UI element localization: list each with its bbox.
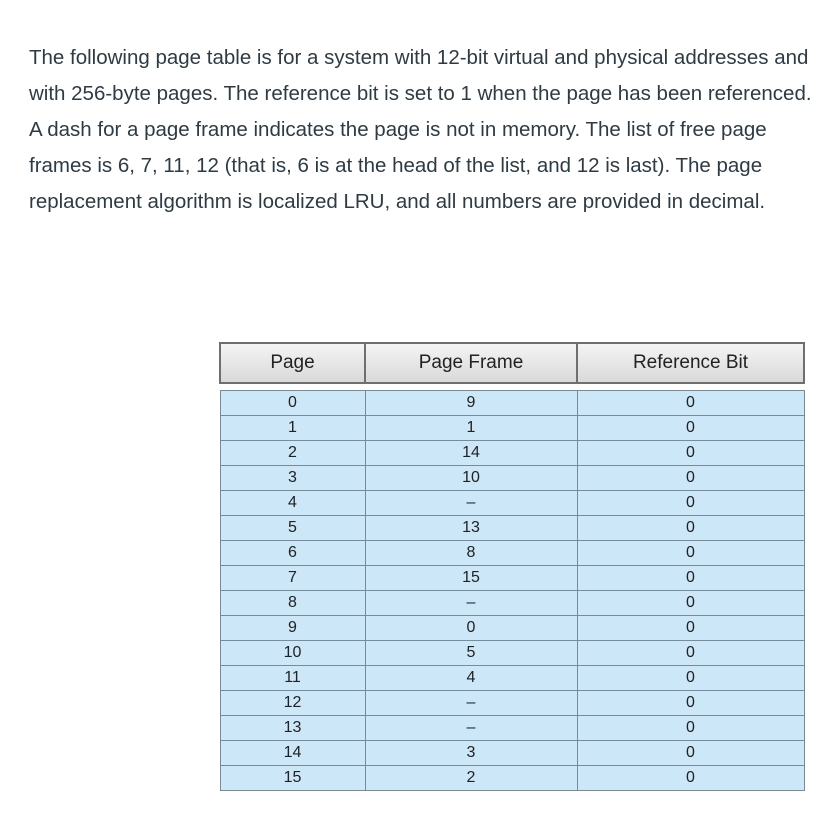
cell-page-frame: 14 [365,441,577,466]
question-text: The following page table is for a system with 12-bit virtual and physical addresses and with 256-byte pages. The reference bit is set to 1 when the page has been referenced. A dash for a page frame indicates the page is not in memory. The list of free page frames is 6, 7, 11, 12 (that is, 6 is at the head of the list, and 12 is last). The page replacement algorithm is localized LRU, and all numbers are provided in decimal. [29,46,812,213]
table-row [220,691,804,716]
cell-page: 15 [220,766,365,791]
cell-reference-bit: 0 [577,741,804,766]
cell-page: 11 [220,666,365,691]
table-row [220,466,804,491]
cell-reference-bit: 0 [577,691,804,716]
cell-reference-bit: 0 [577,541,804,566]
cell-page-frame: 1 [365,416,577,441]
cell-page: 13 [220,716,365,741]
cell-reference-bit: 0 [577,666,804,691]
cell-page-frame: – [365,716,577,741]
cell-page: 3 [220,466,365,491]
cell-reference-bit: 0 [577,466,804,491]
table-row [220,416,804,441]
cell-page: 1 [220,416,365,441]
table-row [220,441,804,466]
cell-page-frame: – [365,491,577,516]
cell-reference-bit: 0 [577,566,804,591]
table-row [220,541,804,566]
cell-reference-bit: 0 [577,641,804,666]
cell-page: 12 [220,691,365,716]
table-row [220,491,804,516]
page-table [219,342,803,791]
table-body [220,391,804,791]
cell-page: 4 [220,491,365,516]
header-page-frame: Page Frame [365,343,577,383]
cell-reference-bit: 0 [577,516,804,541]
cell-page: 6 [220,541,365,566]
cell-reference-bit: 0 [577,441,804,466]
cell-page-frame: 13 [365,516,577,541]
table-row [220,516,804,541]
table-row [220,391,804,416]
header-page: Page [220,343,365,383]
cell-page: 10 [220,641,365,666]
cell-page-frame: 15 [365,566,577,591]
cell-page-frame: 0 [365,616,577,641]
cell-reference-bit: 0 [577,391,804,416]
table-row [220,766,804,791]
table-row [220,566,804,591]
cell-page-frame: – [365,591,577,616]
cell-page-frame: 2 [365,766,577,791]
header-gap [220,383,804,391]
cell-reference-bit: 0 [577,716,804,741]
cell-page: 2 [220,441,365,466]
table-row [220,666,804,691]
cell-page: 8 [220,591,365,616]
header-reference-bit: Reference Bit [577,343,804,383]
cell-page-frame: 4 [365,666,577,691]
cell-page-frame: 10 [365,466,577,491]
table-header-row [220,343,804,383]
cell-reference-bit: 0 [577,491,804,516]
table-row [220,716,804,741]
cell-page: 5 [220,516,365,541]
cell-page-frame: 3 [365,741,577,766]
cell-page-frame: 9 [365,391,577,416]
cell-page-frame: – [365,691,577,716]
cell-reference-bit: 0 [577,416,804,441]
page-table-grid [219,342,805,791]
cell-reference-bit: 0 [577,616,804,641]
table-row [220,641,804,666]
table-row [220,591,804,616]
cell-page: 7 [220,566,365,591]
cell-page: 14 [220,741,365,766]
cell-reference-bit: 0 [577,766,804,791]
cell-reference-bit: 0 [577,591,804,616]
cell-page: 0 [220,391,365,416]
cell-page: 9 [220,616,365,641]
cell-page-frame: 5 [365,641,577,666]
table-row [220,616,804,641]
cell-page-frame: 8 [365,541,577,566]
table-row [220,741,804,766]
